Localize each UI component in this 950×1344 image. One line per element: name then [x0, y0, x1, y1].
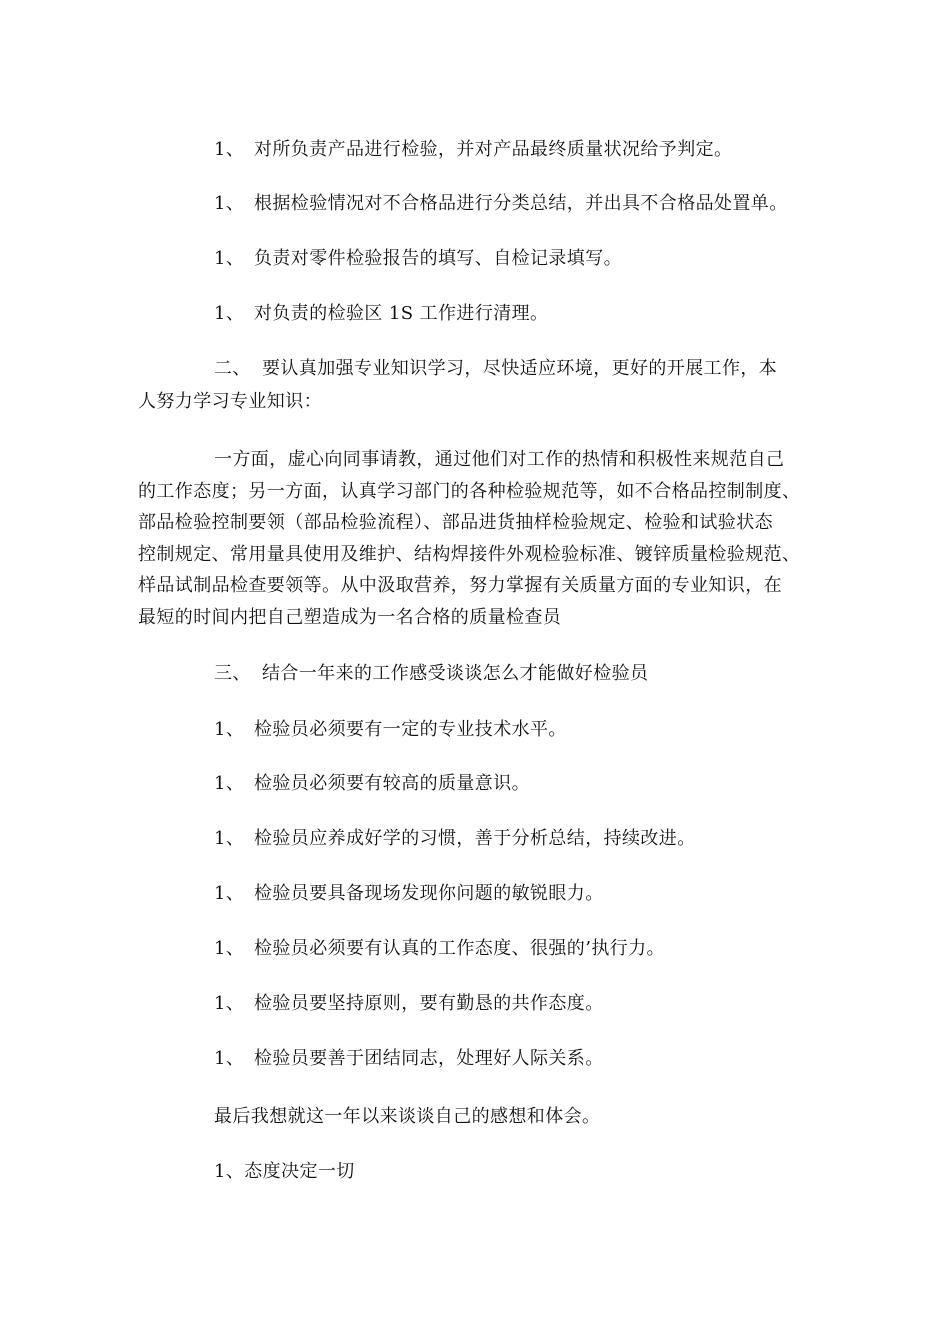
body-paragraph — [138, 444, 818, 633]
list-text: 检验员必须要有认真的工作态度、很强的’执行力。 — [254, 938, 665, 959]
list-item — [214, 138, 732, 162]
paragraph-line: 一方面，虚心向同事请教，通过他们对工作的热情和积极性来规范自己 — [214, 449, 785, 470]
list-number: 1、 — [214, 993, 245, 1014]
list-text: 检验员要坚持原则，要有勤恳的共作态度。 — [254, 993, 604, 1014]
list-text: 对所负责产品进行检验，并对产品最终质量状况给予判定。 — [254, 139, 733, 160]
list-text: 检验员要善于团结同志，处理好人际关系。 — [254, 1048, 604, 1069]
list-text: 根据检验情况对不合格品进行分类总结，并出具不合格品处置单。 — [254, 193, 788, 214]
list-item — [214, 827, 696, 851]
section-number: 二、 — [214, 358, 251, 379]
list-number: 1、 — [214, 1048, 245, 1069]
section-heading-text: 要认真加强专业知识学习，尽快适应环境，更好的开展工作，本 — [262, 358, 778, 379]
list-number: 1、 — [214, 773, 245, 794]
list-item — [214, 772, 530, 796]
section-heading — [214, 357, 777, 381]
paragraph-line: 部品检验控制要领（部品检验流程）、部品进货抽样检验规定、检验和试验状态 — [138, 512, 773, 533]
list-text: 检验员应养成好学的习惯，善于分析总结，持续改进。 — [254, 828, 696, 849]
list-number: 1、 — [214, 303, 245, 324]
closing-statement — [214, 1105, 600, 1129]
paragraph-line: 的工作态度；另一方面，认真学习部门的各种检验规范等，如不合格品控制制度、 — [138, 480, 801, 502]
section-heading-text-2: 人努力学习专业知识： — [138, 391, 322, 412]
list-item — [214, 247, 622, 271]
list-text: 对负责的检验区 1S 工作进行清理。 — [254, 303, 549, 324]
section-heading-continuation — [138, 390, 322, 414]
paragraph-line: 控制规定、常用量具使用及维护、结构焊接件外观检验标准、镀锌质量检验规范、 — [138, 543, 801, 565]
list-item — [214, 192, 788, 216]
list-item — [214, 302, 548, 326]
list-number: 1、 — [214, 883, 245, 904]
list-item — [214, 718, 567, 742]
section-heading-text: 结合一年来的工作感受谈谈怎么才能做好检验员 — [262, 663, 649, 684]
final-list-item — [214, 1160, 355, 1184]
list-number: 1、 — [214, 719, 245, 740]
list-item — [214, 1047, 604, 1071]
list-text: 检验员要具备现场发现你问题的敏锐眼力。 — [254, 883, 604, 904]
final-item-text: 1、态度决定一切 — [214, 1161, 355, 1182]
closing-text: 最后我想就这一年以来谈谈自己的感想和体会。 — [214, 1106, 601, 1127]
list-text: 检验员必须要有一定的专业技术水平。 — [254, 719, 567, 740]
list-text: 负责对零件检验报告的填写、自检记录填写。 — [254, 248, 622, 269]
list-number: 1、 — [214, 828, 245, 849]
section-number: 三、 — [214, 663, 251, 684]
list-item — [214, 882, 604, 906]
list-number: 1、 — [214, 193, 245, 214]
list-number: 1、 — [214, 938, 245, 959]
list-number: 1、 — [214, 248, 245, 269]
paragraph-line: 样品试制品检查要领等。从中汲取营养，努力掌握有关质量方面的专业知识，在 — [138, 575, 782, 596]
list-number: 1、 — [214, 139, 245, 160]
list-text: 检验员必须要有较高的质量意识。 — [254, 773, 530, 794]
paragraph-line: 最短的时间内把自己塑造成为一名合格的质量检查员 — [138, 606, 562, 628]
section-heading — [214, 662, 648, 686]
list-item — [214, 937, 665, 961]
list-item — [214, 992, 604, 1016]
